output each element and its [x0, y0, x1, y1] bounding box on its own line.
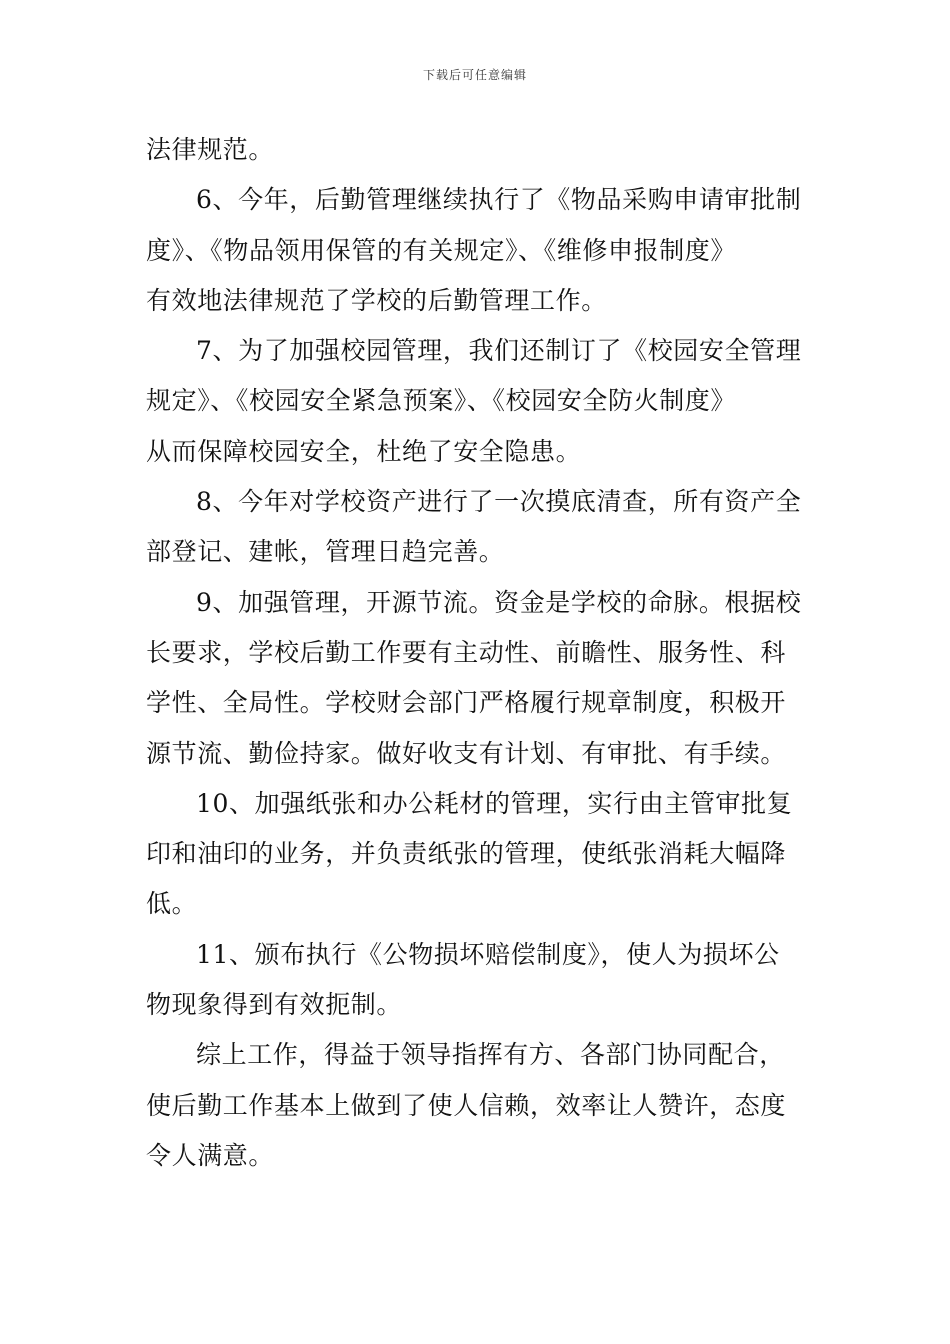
text-line: 8、今年对学校资产进行了一次摸底清查，所有资产全	[196, 487, 802, 517]
text-line: 规定》、《校园安全紧急预案》、《校园安全防火制度》	[146, 386, 737, 416]
text-line: 度》、《物品领用保管的有关规定》、《维修申报制度》	[146, 235, 737, 265]
text-line: 印和油印的业务，并负责纸张的管理，使纸张消耗大幅降	[146, 839, 787, 869]
text-line: 部登记、建帐，管理日趋完善。	[146, 537, 505, 567]
text-line: 使后勤工作基本上做到了使人信赖，效率让人赞许，态度	[146, 1090, 787, 1120]
text-line: 综上工作，得益于领导指挥有方、各部门协同配合，	[196, 1040, 785, 1070]
text-line: 源节流、勤俭持家。做好收支有计划、有审批、有手续。	[146, 738, 787, 768]
text-line: 7、为了加强校园管理，我们还制订了《校园安全管理	[196, 336, 802, 366]
text-line: 从而保障校园安全，杜绝了安全隐患。	[146, 436, 582, 466]
text-line: 6、今年，后勤管理继续执行了《物品采购申请审批制	[196, 185, 802, 215]
text-line: 长要求，学校后勤工作要有主动性、前瞻性、服务性、科	[146, 637, 787, 667]
text-line: 令人满意。	[146, 1140, 275, 1170]
text-line: 10、加强纸张和办公耗材的管理，实行由主管审批复	[196, 788, 793, 818]
text-line: 有效地法律规范了学校的后勤管理工作。	[146, 285, 607, 315]
document-body	[146, 125, 806, 1181]
text-line: 物现象得到有效扼制。	[146, 990, 403, 1020]
text-line: 11、颁布执行《公物损坏赔偿制度》，使人为损坏公	[196, 939, 780, 969]
text-line: 9、加强管理，开源节流。资金是学校的命脉。根据校	[196, 587, 802, 617]
text-line: 低。	[146, 889, 198, 919]
text-line: 法律规范。	[146, 135, 275, 164]
text-line: 学性、全局性。学校财会部门严格履行规章制度，积极开	[146, 688, 787, 718]
page-header-note: 下载后可任意编辑	[422, 68, 527, 82]
